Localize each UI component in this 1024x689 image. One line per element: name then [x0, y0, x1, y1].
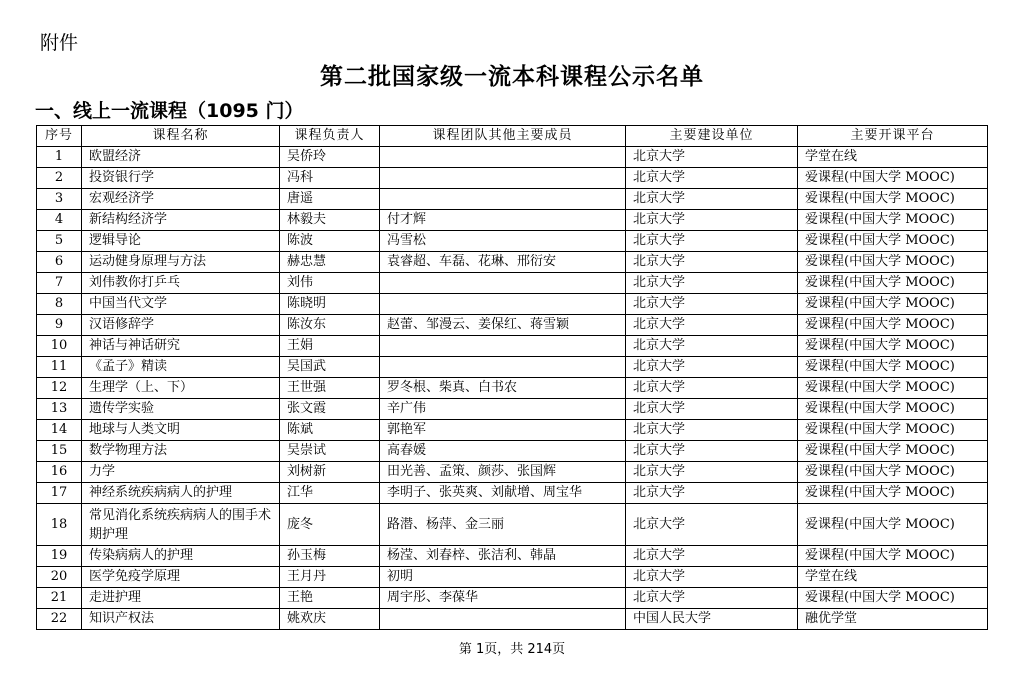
- cell-platform: 爱课程(中国大学 MOOC): [798, 546, 988, 567]
- cell-lead: 唐遥: [280, 189, 380, 210]
- attachment-label: 附件: [40, 32, 79, 54]
- cell-platform: 学堂在线: [798, 567, 988, 588]
- cell-no: 20: [37, 567, 82, 588]
- cell-no: 9: [37, 315, 82, 336]
- cell-no: 4: [37, 210, 82, 231]
- cell-unit: 北京大学: [626, 189, 798, 210]
- cell-unit: 北京大学: [626, 441, 798, 462]
- section-heading: 一、线上一流课程（1095 门）: [35, 100, 304, 122]
- cell-course: 神话与神话研究: [82, 336, 280, 357]
- table-body: [37, 147, 988, 630]
- cell-course: 中国当代文学: [82, 294, 280, 315]
- cell-platform: 爱课程(中国大学 MOOC): [798, 189, 988, 210]
- table-row: [37, 567, 988, 588]
- table-row: [37, 273, 988, 294]
- cell-unit: 中国人民大学: [626, 609, 798, 630]
- cell-no: 6: [37, 252, 82, 273]
- cell-no: 1: [37, 147, 82, 168]
- cell-no: 5: [37, 231, 82, 252]
- header-members: 课程团队其他主要成员: [380, 126, 626, 147]
- cell-course: 数学物理方法: [82, 441, 280, 462]
- cell-course: 刘伟教你打乒乓: [82, 273, 280, 294]
- cell-members: [380, 294, 626, 315]
- cell-no: 16: [37, 462, 82, 483]
- cell-members: 路潜、杨萍、金三丽: [380, 504, 626, 546]
- table-row: [37, 147, 988, 168]
- cell-lead: 王艳: [280, 588, 380, 609]
- table-row: [37, 252, 988, 273]
- cell-unit: 北京大学: [626, 399, 798, 420]
- cell-unit: 北京大学: [626, 483, 798, 504]
- cell-unit: 北京大学: [626, 546, 798, 567]
- table-row: [37, 588, 988, 609]
- table-row: [37, 357, 988, 378]
- header-unit: 主要建设单位: [626, 126, 798, 147]
- page-footer: 第 1页，共 214页: [458, 642, 566, 657]
- cell-no: 19: [37, 546, 82, 567]
- cell-platform: 爱课程(中国大学 MOOC): [798, 315, 988, 336]
- cell-course: 汉语修辞学: [82, 315, 280, 336]
- cell-no: 22: [37, 609, 82, 630]
- cell-platform: 爱课程(中国大学 MOOC): [798, 483, 988, 504]
- table-row: [37, 420, 988, 441]
- cell-course: 欧盟经济: [82, 147, 280, 168]
- cell-platform: 爱课程(中国大学 MOOC): [798, 231, 988, 252]
- cell-platform: 爱课程(中国大学 MOOC): [798, 441, 988, 462]
- cell-members: 高春媛: [380, 441, 626, 462]
- cell-members: 付才辉: [380, 210, 626, 231]
- cell-no: 12: [37, 378, 82, 399]
- table-row: [37, 231, 988, 252]
- table-row: [37, 609, 988, 630]
- cell-course: 医学免疫学原理: [82, 567, 280, 588]
- cell-unit: 北京大学: [626, 168, 798, 189]
- cell-course: 遗传学实验: [82, 399, 280, 420]
- cell-platform: 爱课程(中国大学 MOOC): [798, 168, 988, 189]
- cell-lead: 林毅夫: [280, 210, 380, 231]
- table-row: [37, 336, 988, 357]
- cell-no: 3: [37, 189, 82, 210]
- header-lead: 课程负责人: [280, 126, 380, 147]
- cell-lead: 庞冬: [280, 504, 380, 546]
- cell-course: 地球与人类文明: [82, 420, 280, 441]
- cell-members: 田光善、孟策、颜莎、张国辉: [380, 462, 626, 483]
- cell-lead: 陈汝东: [280, 315, 380, 336]
- cell-members: 杨滢、刘春梓、张洁利、韩晶: [380, 546, 626, 567]
- table-row: [37, 294, 988, 315]
- cell-lead: 王月丹: [280, 567, 380, 588]
- cell-lead: 孙玉梅: [280, 546, 380, 567]
- cell-course: 常见消化系统疾病病人的围手术期护理: [82, 504, 280, 546]
- cell-platform: 爱课程(中国大学 MOOC): [798, 294, 988, 315]
- cell-no: 18: [37, 504, 82, 546]
- cell-lead: 王世强: [280, 378, 380, 399]
- cell-platform: 爱课程(中国大学 MOOC): [798, 336, 988, 357]
- cell-members: 辛广伟: [380, 399, 626, 420]
- header-platform: 主要开课平台: [798, 126, 988, 147]
- cell-unit: 北京大学: [626, 357, 798, 378]
- cell-course: 运动健身原理与方法: [82, 252, 280, 273]
- cell-unit: 北京大学: [626, 588, 798, 609]
- cell-unit: 北京大学: [626, 231, 798, 252]
- cell-members: [380, 609, 626, 630]
- cell-lead: 张文霞: [280, 399, 380, 420]
- cell-unit: 北京大学: [626, 252, 798, 273]
- table-row: [37, 399, 988, 420]
- cell-members: 罗冬根、柴真、白书农: [380, 378, 626, 399]
- cell-course: 生理学（上、下）: [82, 378, 280, 399]
- cell-lead: 吴国武: [280, 357, 380, 378]
- cell-members: 冯雪松: [380, 231, 626, 252]
- table-row: [37, 189, 988, 210]
- cell-members: [380, 273, 626, 294]
- header-course: 课程名称: [82, 126, 280, 147]
- cell-course: 走进护理: [82, 588, 280, 609]
- cell-no: 17: [37, 483, 82, 504]
- table-row: [37, 378, 988, 399]
- cell-platform: 爱课程(中国大学 MOOC): [798, 420, 988, 441]
- cell-no: 13: [37, 399, 82, 420]
- cell-unit: 北京大学: [626, 420, 798, 441]
- cell-no: 11: [37, 357, 82, 378]
- cell-course: 神经系统疾病病人的护理: [82, 483, 280, 504]
- cell-lead: 刘树新: [280, 462, 380, 483]
- cell-lead: 吴崇试: [280, 441, 380, 462]
- cell-platform: 爱课程(中国大学 MOOC): [798, 273, 988, 294]
- cell-lead: 江华: [280, 483, 380, 504]
- cell-members: 赵蕾、邹漫云、姜保红、蒋雪颖: [380, 315, 626, 336]
- cell-lead: 吴侨玲: [280, 147, 380, 168]
- cell-unit: 北京大学: [626, 315, 798, 336]
- cell-unit: 北京大学: [626, 462, 798, 483]
- cell-lead: 陈晓明: [280, 294, 380, 315]
- cell-course: 新结构经济学: [82, 210, 280, 231]
- cell-members: [380, 168, 626, 189]
- cell-platform: 爱课程(中国大学 MOOC): [798, 462, 988, 483]
- cell-course: 《孟子》精读: [82, 357, 280, 378]
- cell-no: 15: [37, 441, 82, 462]
- table-row: [37, 441, 988, 462]
- cell-course: 力学: [82, 462, 280, 483]
- cell-platform: 学堂在线: [798, 147, 988, 168]
- table-row: [37, 483, 988, 504]
- table-row: [37, 546, 988, 567]
- cell-platform: 爱课程(中国大学 MOOC): [798, 588, 988, 609]
- cell-course: 投资银行学: [82, 168, 280, 189]
- course-table: [36, 125, 988, 630]
- cell-members: [380, 189, 626, 210]
- cell-no: 7: [37, 273, 82, 294]
- cell-unit: 北京大学: [626, 336, 798, 357]
- table-row: [37, 210, 988, 231]
- cell-no: 14: [37, 420, 82, 441]
- cell-members: 初明: [380, 567, 626, 588]
- cell-members: 郭艳军: [380, 420, 626, 441]
- cell-unit: 北京大学: [626, 147, 798, 168]
- cell-no: 10: [37, 336, 82, 357]
- cell-no: 8: [37, 294, 82, 315]
- cell-course: 知识产权法: [82, 609, 280, 630]
- cell-unit: 北京大学: [626, 378, 798, 399]
- cell-members: [380, 357, 626, 378]
- table-header-row: [37, 126, 988, 147]
- cell-members: 袁睿超、车磊、花琳、邢衍安: [380, 252, 626, 273]
- cell-platform: 爱课程(中国大学 MOOC): [798, 504, 988, 546]
- table-row: [37, 315, 988, 336]
- document-title: 第二批国家级一流本科课程公示名单: [320, 63, 704, 90]
- cell-platform: 爱课程(中国大学 MOOC): [798, 252, 988, 273]
- cell-lead: 刘伟: [280, 273, 380, 294]
- cell-members: [380, 147, 626, 168]
- cell-lead: 冯科: [280, 168, 380, 189]
- table-row: [37, 462, 988, 483]
- cell-members: 李明子、张英爽、刘献增、周宝华: [380, 483, 626, 504]
- cell-platform: 爱课程(中国大学 MOOC): [798, 357, 988, 378]
- cell-course: 宏观经济学: [82, 189, 280, 210]
- cell-lead: 陈波: [280, 231, 380, 252]
- cell-no: 2: [37, 168, 82, 189]
- cell-unit: 北京大学: [626, 567, 798, 588]
- cell-course: 传染病病人的护理: [82, 546, 280, 567]
- cell-lead: 王娟: [280, 336, 380, 357]
- cell-lead: 赫忠慧: [280, 252, 380, 273]
- cell-unit: 北京大学: [626, 294, 798, 315]
- cell-lead: 陈斌: [280, 420, 380, 441]
- header-no: 序号: [37, 126, 82, 147]
- cell-unit: 北京大学: [626, 273, 798, 294]
- cell-platform: 爱课程(中国大学 MOOC): [798, 378, 988, 399]
- cell-platform: 爱课程(中国大学 MOOC): [798, 399, 988, 420]
- cell-members: 周宇彤、李葆华: [380, 588, 626, 609]
- cell-course: 逻辑导论: [82, 231, 280, 252]
- cell-no: 21: [37, 588, 82, 609]
- cell-unit: 北京大学: [626, 504, 798, 546]
- table-row: [37, 504, 988, 546]
- cell-lead: 姚欢庆: [280, 609, 380, 630]
- table-row: [37, 168, 988, 189]
- cell-unit: 北京大学: [626, 210, 798, 231]
- cell-platform: 融优学堂: [798, 609, 988, 630]
- cell-platform: 爱课程(中国大学 MOOC): [798, 210, 988, 231]
- cell-members: [380, 336, 626, 357]
